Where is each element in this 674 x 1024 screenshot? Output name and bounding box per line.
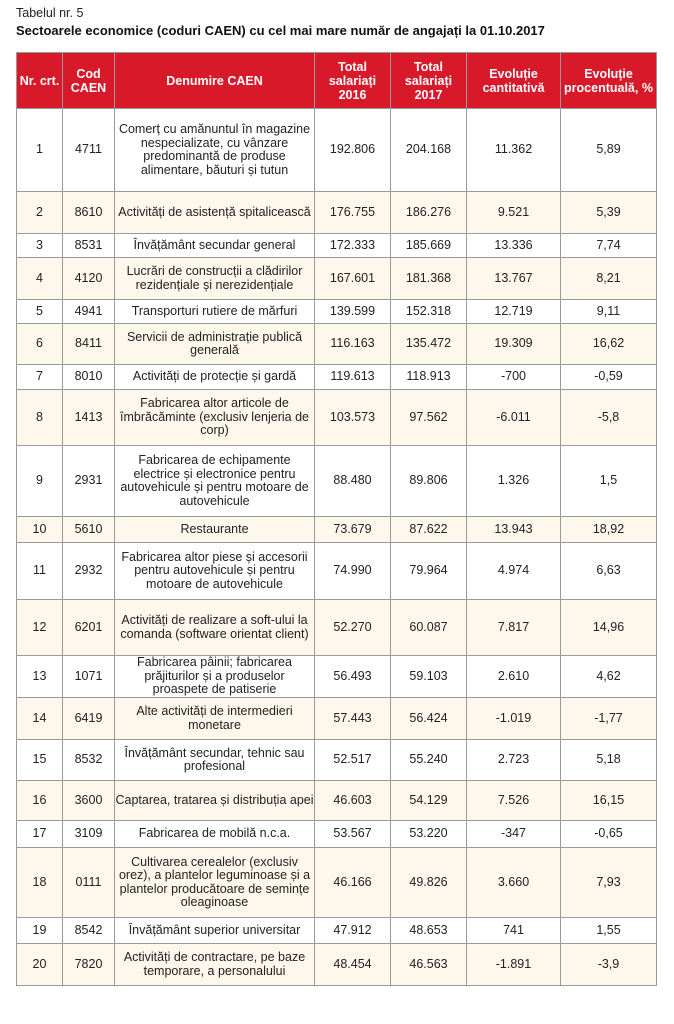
row-nr: 1	[17, 109, 63, 192]
row-denumire: Activități de contractare, pe baze temporare, a personalului	[115, 944, 315, 986]
row-nr: 2	[17, 192, 63, 234]
row-cod: 4941	[63, 300, 115, 324]
row-total-2017: 89.806	[391, 446, 467, 517]
table-row	[17, 258, 657, 300]
row-cod: 8532	[63, 740, 115, 781]
row-cod: 2931	[63, 446, 115, 517]
row-denumire: Fabricarea altor articole de îmbrăcăminte (exclusiv lenjeria de corp)	[115, 390, 315, 446]
row-evolutie-procentuala: 8,21	[561, 258, 657, 300]
row-evolutie-cantitativa: 12.719	[467, 300, 561, 324]
row-total-2016: 103.573	[315, 390, 391, 446]
header-total-2016: Total salariați 2016	[315, 53, 391, 109]
row-nr: 18	[17, 848, 63, 918]
row-nr: 10	[17, 517, 63, 543]
row-denumire: Activități de protecție și gardă	[115, 365, 315, 390]
row-total-2017: 56.424	[391, 698, 467, 740]
row-total-2016: 119.613	[315, 365, 391, 390]
row-total-2016: 88.480	[315, 446, 391, 517]
header-row	[17, 53, 657, 109]
row-total-2016: 46.166	[315, 848, 391, 918]
row-evolutie-procentuala: 5,89	[561, 109, 657, 192]
row-nr: 20	[17, 944, 63, 986]
row-cod: 1071	[63, 656, 115, 698]
row-nr: 14	[17, 698, 63, 740]
row-nr: 12	[17, 600, 63, 656]
row-total-2017: 87.622	[391, 517, 467, 543]
row-total-2017: 118.913	[391, 365, 467, 390]
row-evolutie-cantitativa: 4.974	[467, 543, 561, 600]
table-row	[17, 517, 657, 543]
row-total-2017: 204.168	[391, 109, 467, 192]
row-total-2017: 152.318	[391, 300, 467, 324]
row-nr: 8	[17, 390, 63, 446]
table-row	[17, 234, 657, 258]
row-evolutie-cantitativa: 3.660	[467, 848, 561, 918]
row-total-2016: 167.601	[315, 258, 391, 300]
table-row	[17, 698, 657, 740]
row-evolutie-cantitativa: 13.943	[467, 517, 561, 543]
row-cod: 2932	[63, 543, 115, 600]
table-row	[17, 821, 657, 848]
row-total-2017: 59.103	[391, 656, 467, 698]
row-nr: 17	[17, 821, 63, 848]
row-evolutie-cantitativa: 7.817	[467, 600, 561, 656]
header-nr: Nr. crt.	[17, 53, 63, 109]
row-total-2017: 79.964	[391, 543, 467, 600]
row-evolutie-cantitativa: -700	[467, 365, 561, 390]
row-cod: 8411	[63, 324, 115, 365]
row-evolutie-cantitativa: -6.011	[467, 390, 561, 446]
row-evolutie-cantitativa: 19.309	[467, 324, 561, 365]
row-total-2016: 116.163	[315, 324, 391, 365]
row-cod: 0111	[63, 848, 115, 918]
row-evolutie-procentuala: -3,9	[561, 944, 657, 986]
row-total-2017: 135.472	[391, 324, 467, 365]
table-row	[17, 848, 657, 918]
row-evolutie-procentuala: 5,18	[561, 740, 657, 781]
row-denumire: Fabricarea pâinii; fabricarea prăjiturilor și a produselor proaspete de patiserie	[115, 656, 315, 698]
row-total-2017: 53.220	[391, 821, 467, 848]
row-evolutie-procentuala: 1,5	[561, 446, 657, 517]
table-row	[17, 543, 657, 600]
row-evolutie-cantitativa: 2.723	[467, 740, 561, 781]
row-cod: 8542	[63, 918, 115, 944]
row-evolutie-cantitativa: 9.521	[467, 192, 561, 234]
row-total-2017: 46.563	[391, 944, 467, 986]
header-cod: Cod CAEN	[63, 53, 115, 109]
row-denumire: Activități de realizare a soft-ului la comanda (software orientat client)	[115, 600, 315, 656]
row-total-2016: 46.603	[315, 781, 391, 821]
row-evolutie-procentuala: 7,74	[561, 234, 657, 258]
row-cod: 8010	[63, 365, 115, 390]
row-denumire: Învățământ secundar, tehnic sau profesional	[115, 740, 315, 781]
row-total-2017: 97.562	[391, 390, 467, 446]
row-nr: 6	[17, 324, 63, 365]
row-cod: 5610	[63, 517, 115, 543]
table-title: Sectoarele economice (coduri CAEN) cu cel mai mare număr de angajați la 01.10.2017	[16, 23, 545, 38]
row-nr: 15	[17, 740, 63, 781]
row-total-2017: 181.368	[391, 258, 467, 300]
row-denumire: Activități de asistență spitalicească	[115, 192, 315, 234]
row-evolutie-procentuala: -1,77	[561, 698, 657, 740]
row-cod: 8531	[63, 234, 115, 258]
row-total-2017: 49.826	[391, 848, 467, 918]
row-evolutie-procentuala: 5,39	[561, 192, 657, 234]
row-total-2017: 55.240	[391, 740, 467, 781]
table-row	[17, 781, 657, 821]
row-total-2017: 60.087	[391, 600, 467, 656]
row-cod: 8610	[63, 192, 115, 234]
header-denumire: Denumire CAEN	[115, 53, 315, 109]
row-total-2017: 185.669	[391, 234, 467, 258]
table-label: Tabelul nr. 5	[16, 6, 84, 20]
row-evolutie-procentuala: 7,93	[561, 848, 657, 918]
row-denumire: Restaurante	[115, 517, 315, 543]
row-evolutie-procentuala: 6,63	[561, 543, 657, 600]
row-nr: 13	[17, 656, 63, 698]
row-cod: 4120	[63, 258, 115, 300]
row-total-2016: 139.599	[315, 300, 391, 324]
row-denumire: Învățământ secundar general	[115, 234, 315, 258]
row-total-2016: 74.990	[315, 543, 391, 600]
row-total-2016: 48.454	[315, 944, 391, 986]
row-evolutie-procentuala: -5,8	[561, 390, 657, 446]
row-denumire: Învățământ superior universitar	[115, 918, 315, 944]
row-denumire: Lucrări de construcții a clădirilor rezidențiale și nerezidențiale	[115, 258, 315, 300]
row-evolutie-cantitativa: 13.767	[467, 258, 561, 300]
header-total-2017: Total salariați 2017	[391, 53, 467, 109]
row-evolutie-procentuala: 4,62	[561, 656, 657, 698]
row-denumire: Transporturi rutiere de mărfuri	[115, 300, 315, 324]
row-total-2016: 47.912	[315, 918, 391, 944]
table-row	[17, 446, 657, 517]
table-row	[17, 300, 657, 324]
row-denumire: Fabricarea de echipamente electrice și electronice pentru autovehicule și pentru motoare de autovehicule	[115, 446, 315, 517]
row-total-2016: 56.493	[315, 656, 391, 698]
row-evolutie-procentuala: 1,55	[561, 918, 657, 944]
table-body	[17, 109, 657, 986]
table-row	[17, 656, 657, 698]
row-cod: 1413	[63, 390, 115, 446]
row-total-2016: 57.443	[315, 698, 391, 740]
row-evolutie-cantitativa: 7.526	[467, 781, 561, 821]
row-nr: 3	[17, 234, 63, 258]
row-evolutie-cantitativa: -347	[467, 821, 561, 848]
row-nr: 16	[17, 781, 63, 821]
row-total-2016: 192.806	[315, 109, 391, 192]
row-cod: 4711	[63, 109, 115, 192]
row-evolutie-procentuala: -0,65	[561, 821, 657, 848]
row-total-2017: 54.129	[391, 781, 467, 821]
row-total-2016: 172.333	[315, 234, 391, 258]
table-row	[17, 324, 657, 365]
row-denumire: Fabricarea altor piese și accesorii pentru autovehicule și pentru motoare de autovehicule	[115, 543, 315, 600]
row-evolutie-cantitativa: 741	[467, 918, 561, 944]
row-evolutie-procentuala: 16,15	[561, 781, 657, 821]
row-evolutie-procentuala: 16,62	[561, 324, 657, 365]
row-total-2017: 48.653	[391, 918, 467, 944]
table-row	[17, 365, 657, 390]
row-cod: 3109	[63, 821, 115, 848]
row-nr: 9	[17, 446, 63, 517]
row-evolutie-procentuala: 18,92	[561, 517, 657, 543]
row-denumire: Captarea, tratarea și distribuția apei	[115, 781, 315, 821]
row-evolutie-cantitativa: 13.336	[467, 234, 561, 258]
row-total-2016: 52.517	[315, 740, 391, 781]
table-row	[17, 944, 657, 986]
table-row	[17, 192, 657, 234]
row-nr: 11	[17, 543, 63, 600]
row-cod: 6201	[63, 600, 115, 656]
row-nr: 5	[17, 300, 63, 324]
row-evolutie-procentuala: -0,59	[561, 365, 657, 390]
row-total-2016: 52.270	[315, 600, 391, 656]
table-row	[17, 390, 657, 446]
row-cod: 7820	[63, 944, 115, 986]
sectors-table	[16, 52, 657, 986]
row-evolutie-cantitativa: 11.362	[467, 109, 561, 192]
row-evolutie-cantitativa: -1.891	[467, 944, 561, 986]
table-row	[17, 918, 657, 944]
row-nr: 7	[17, 365, 63, 390]
header-evolutie-procentuala: Evoluție procentuală, %	[561, 53, 657, 109]
row-total-2017: 186.276	[391, 192, 467, 234]
row-cod: 6419	[63, 698, 115, 740]
row-denumire: Comerț cu amănuntul în magazine nespecializate, cu vânzare predominantă de produse alimentare, băuturi și tutun	[115, 109, 315, 192]
row-denumire: Cultivarea cerealelor (exclusiv orez), a plantelor leguminoase și a plantelor producătoare de semințe oleaginoase	[115, 848, 315, 918]
row-total-2016: 53.567	[315, 821, 391, 848]
row-total-2016: 176.755	[315, 192, 391, 234]
table-row	[17, 600, 657, 656]
row-evolutie-procentuala: 9,11	[561, 300, 657, 324]
table-row	[17, 109, 657, 192]
row-nr: 19	[17, 918, 63, 944]
row-total-2016: 73.679	[315, 517, 391, 543]
row-nr: 4	[17, 258, 63, 300]
row-evolutie-cantitativa: 1.326	[467, 446, 561, 517]
header-evolutie-cantitativa: Evoluție cantitativă	[467, 53, 561, 109]
row-evolutie-cantitativa: 2.610	[467, 656, 561, 698]
table-row	[17, 740, 657, 781]
row-denumire: Alte activități de intermedieri monetare	[115, 698, 315, 740]
row-cod: 3600	[63, 781, 115, 821]
row-evolutie-cantitativa: -1.019	[467, 698, 561, 740]
row-denumire: Servicii de administrație publică generală	[115, 324, 315, 365]
row-evolutie-procentuala: 14,96	[561, 600, 657, 656]
row-denumire: Fabricarea de mobilă n.c.a.	[115, 821, 315, 848]
